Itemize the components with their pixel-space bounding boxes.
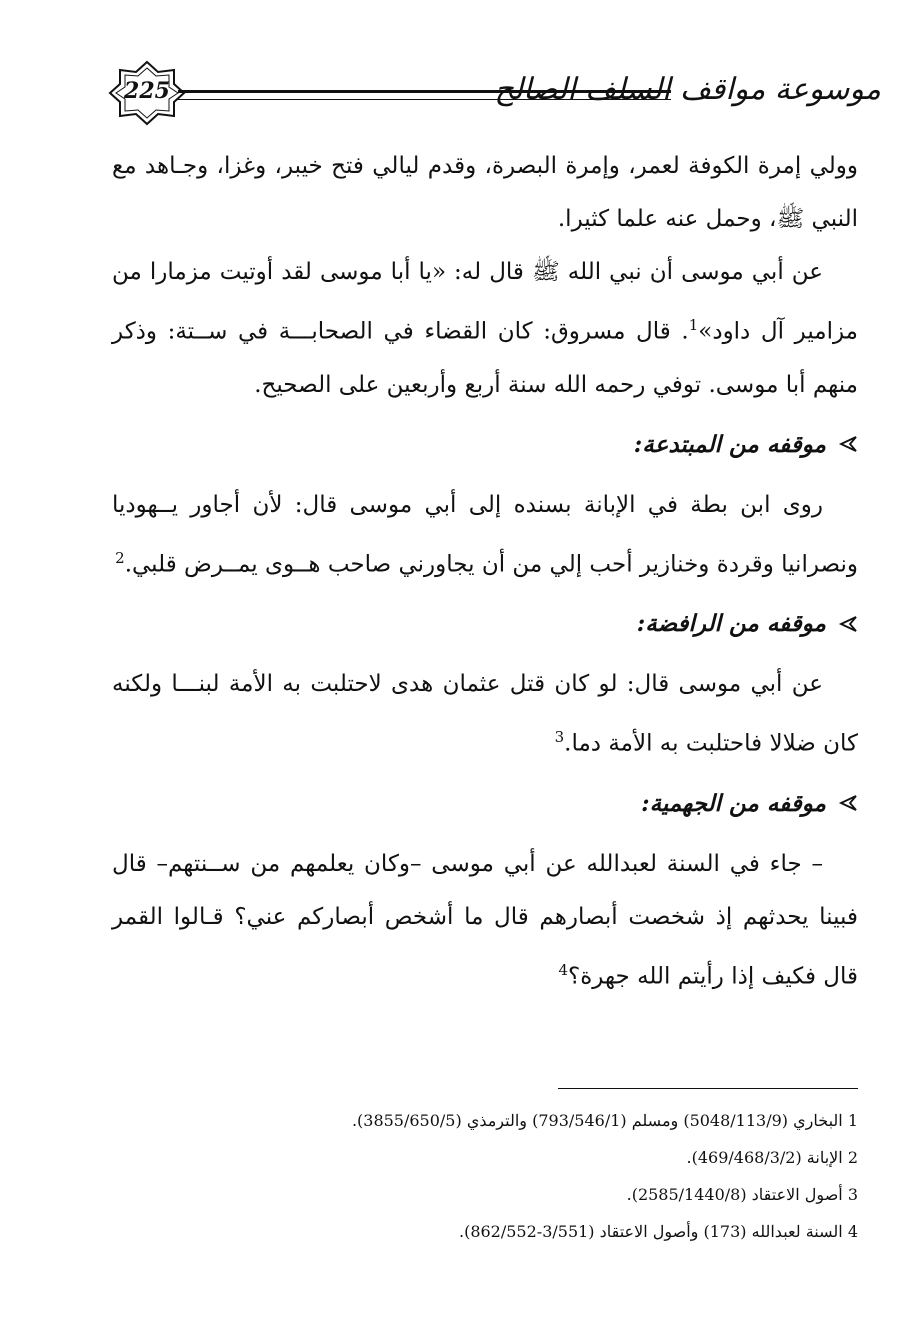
footnote-text: أصول الاعتقاد (2585/1440/8). [626, 1185, 843, 1204]
section-heading-text: موقفه من المبتدعة: [633, 430, 826, 458]
section-text: – جاء في السنة لعبدالله عن أبي موسى –وكان يعلمهم من ســنتهم– قال فبينا يحدثهم إذ شخصت أبصارهم قال ما أشخص أبصاركم عني؟ قـالوا القمر قال فكيف إذا رأيتم الله جهرة؟ [112, 850, 858, 990]
section-text: عن أبي موسى قال: لو كان قتل عثمان هدى لاحتلبت به الأمة لبنـــا ولكنه كان ضلالا فاحتلبت به الأمة دما. [112, 671, 858, 757]
page-number: 225 [124, 78, 170, 104]
arrowhead-bullet-icon [838, 793, 858, 813]
footnote-item [112, 1102, 858, 1139]
footnote-number: 2 [847, 1148, 858, 1167]
section-text: روى ابن بطة في الإبانة بسنده إلى أبي موسى قال: لأن أجاور يــهوديا ونصرانيا وقردة وخنازير أحب إلي من أن يجاورني صاحب هــوى يمــرض قلبي. [112, 491, 858, 578]
section-heading-text: موقفه من الرافضة: [636, 610, 826, 638]
header-title: موسوعة مواقف السلف الصالح [494, 72, 881, 107]
footnotes [112, 1102, 858, 1250]
arrowhead-bullet-icon [838, 434, 858, 454]
footnote-ref-2[interactable]: 2 [115, 548, 125, 567]
section-heading-text: موقفه من الجهمية: [641, 789, 826, 817]
intro-line-1: وولي إمرة الكوفة لعمر، وإمرة البصرة، وقدم ليالي فتح خيبر، وغزا، وجـاهد [144, 153, 858, 179]
main-content [112, 140, 858, 1004]
section-heading-rafida [112, 597, 858, 650]
footnote-ref-3[interactable]: 3 [554, 728, 565, 747]
section-paragraph-jahmiyya [112, 838, 858, 1004]
footnote-item [112, 1139, 858, 1176]
section-heading-innovators [112, 418, 858, 471]
footnote-text: الإبانة (469/468/3/2). [686, 1148, 843, 1167]
hadith-continuation: . قال مسروق: كان القضاء في الصحابـــة في ســتة: وذكر منهم أبا موسى. توفي رحمه الله سنة أربع وأربعين على الصحيح. [112, 318, 858, 398]
intro-paragraph [112, 140, 858, 246]
section-paragraph-rafida [112, 658, 858, 771]
footnote-ref-1[interactable]: 1 [688, 316, 699, 334]
section-heading-jahmiyya [112, 777, 858, 830]
footnote-separator [558, 1088, 858, 1089]
footnote-text: البخاري (5048/113/9) ومسلم (793/546/1) والترمذي (3855/650/5). [351, 1111, 843, 1130]
footnote-number: 4 [847, 1222, 858, 1241]
footnote-item [112, 1176, 858, 1213]
header-rule [178, 90, 671, 100]
footnote-ref-4[interactable]: 4 [558, 960, 568, 979]
intro-line-2: مع النبي ﷺ، وحمل عنه علما كثيرا. [112, 153, 858, 232]
footnote-text: السنة لعبدالله (173) وأصول الاعتقاد (3/551-862/552). [458, 1222, 843, 1241]
hadith-text: عن أبي موسى أن نبي الله ﷺ قال له: «يا أبا موسى لقد أوتيت مزمارا من مزامير آل داود» [112, 259, 858, 345]
section-paragraph-innovators [112, 479, 858, 592]
page-header [108, 60, 881, 130]
hadith-paragraph [112, 246, 858, 412]
page-number-badge [108, 60, 186, 126]
footnote-number: 3 [847, 1185, 858, 1204]
footnote-item [112, 1213, 858, 1250]
arrowhead-bullet-icon [838, 614, 858, 634]
footnote-number: 1 [847, 1111, 858, 1130]
